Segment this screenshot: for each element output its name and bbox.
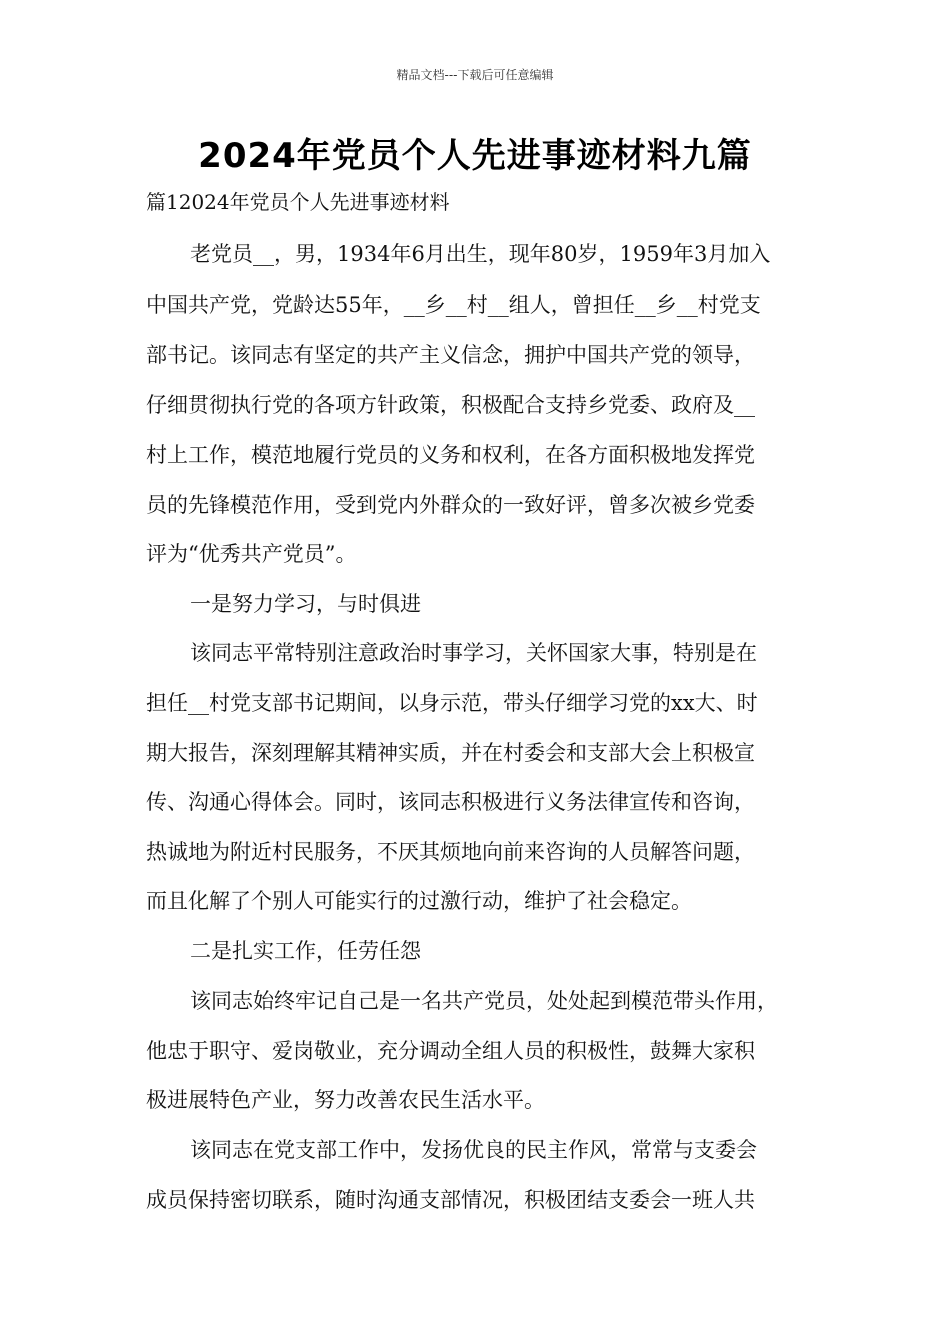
page-header: 精品文档---下载后可任意编辑 <box>396 68 554 82</box>
section-heading: 二是扎实工作，任劳任怨 <box>190 939 421 963</box>
body-line: 期大报告，深刻理解其精神实质，并在村委会和支部大会上积极宣 <box>146 741 755 765</box>
body-line: 该同志在党支部工作中，发扬优良的民主作风，常常与支委会 <box>190 1138 757 1162</box>
document-title: 2024年党员个人先进事迹材料九篇 <box>198 136 752 176</box>
body-line: 村上工作，模范地履行党员的义务和权利，在各方面积极地发挥党 <box>146 443 755 467</box>
body-line: 热诚地为附近村民服务，不厌其烦地向前来咨询的人员解答问题， <box>146 840 755 864</box>
body-line: 他忠于职守、爱岗敬业，充分调动全组人员的积极性，鼓舞大家积 <box>146 1039 755 1063</box>
body-line: 极进展特色产业，努力改善农民生活水平。 <box>146 1088 545 1112</box>
body-line: 部书记。该同志有坚定的共产主义信念，拥护中国共产党的领导， <box>146 343 755 367</box>
body-line: 仔细贯彻执行党的各项方针政策，积极配合支持乡党委、政府及__ <box>146 393 755 417</box>
body-line: 该同志始终牢记自己是一名共产党员，处处起到模范带头作用， <box>190 989 778 1013</box>
body-line: 老党员__，男，1934年6月出生，现年80岁，1959年3月加入 <box>190 242 771 266</box>
body-line: 员的先锋模范作用，受到党内外群众的一致好评，曾多次被乡党委 <box>146 493 755 517</box>
body-line: 担任__村党支部书记期间，以身示范，带头仔细学习党的xx大、时 <box>146 691 758 715</box>
body-line: 中国共产党，党龄达55年，__乡__村__组人，曾担任__乡__村党支 <box>146 293 761 317</box>
body-line: 传、沟通心得体会。同时，该同志积极进行义务法律宣传和咨询， <box>146 790 755 814</box>
body-line: 评为“优秀共产党员”。 <box>146 542 357 566</box>
body-line: 该同志平常特别注意政治时事学习，关怀国家大事，特别是在 <box>190 641 757 665</box>
body-line: 成员保持密切联系，随时沟通支部情况，积极团结支委会一班人共 <box>146 1188 755 1212</box>
section-subtitle: 篇12024年党员个人先进事迹材料 <box>146 190 450 214</box>
body-line: 而且化解了个别人可能实行的过激行动，维护了社会稳定。 <box>146 889 692 913</box>
section-heading: 一是努力学习，与时俱进 <box>190 592 421 616</box>
